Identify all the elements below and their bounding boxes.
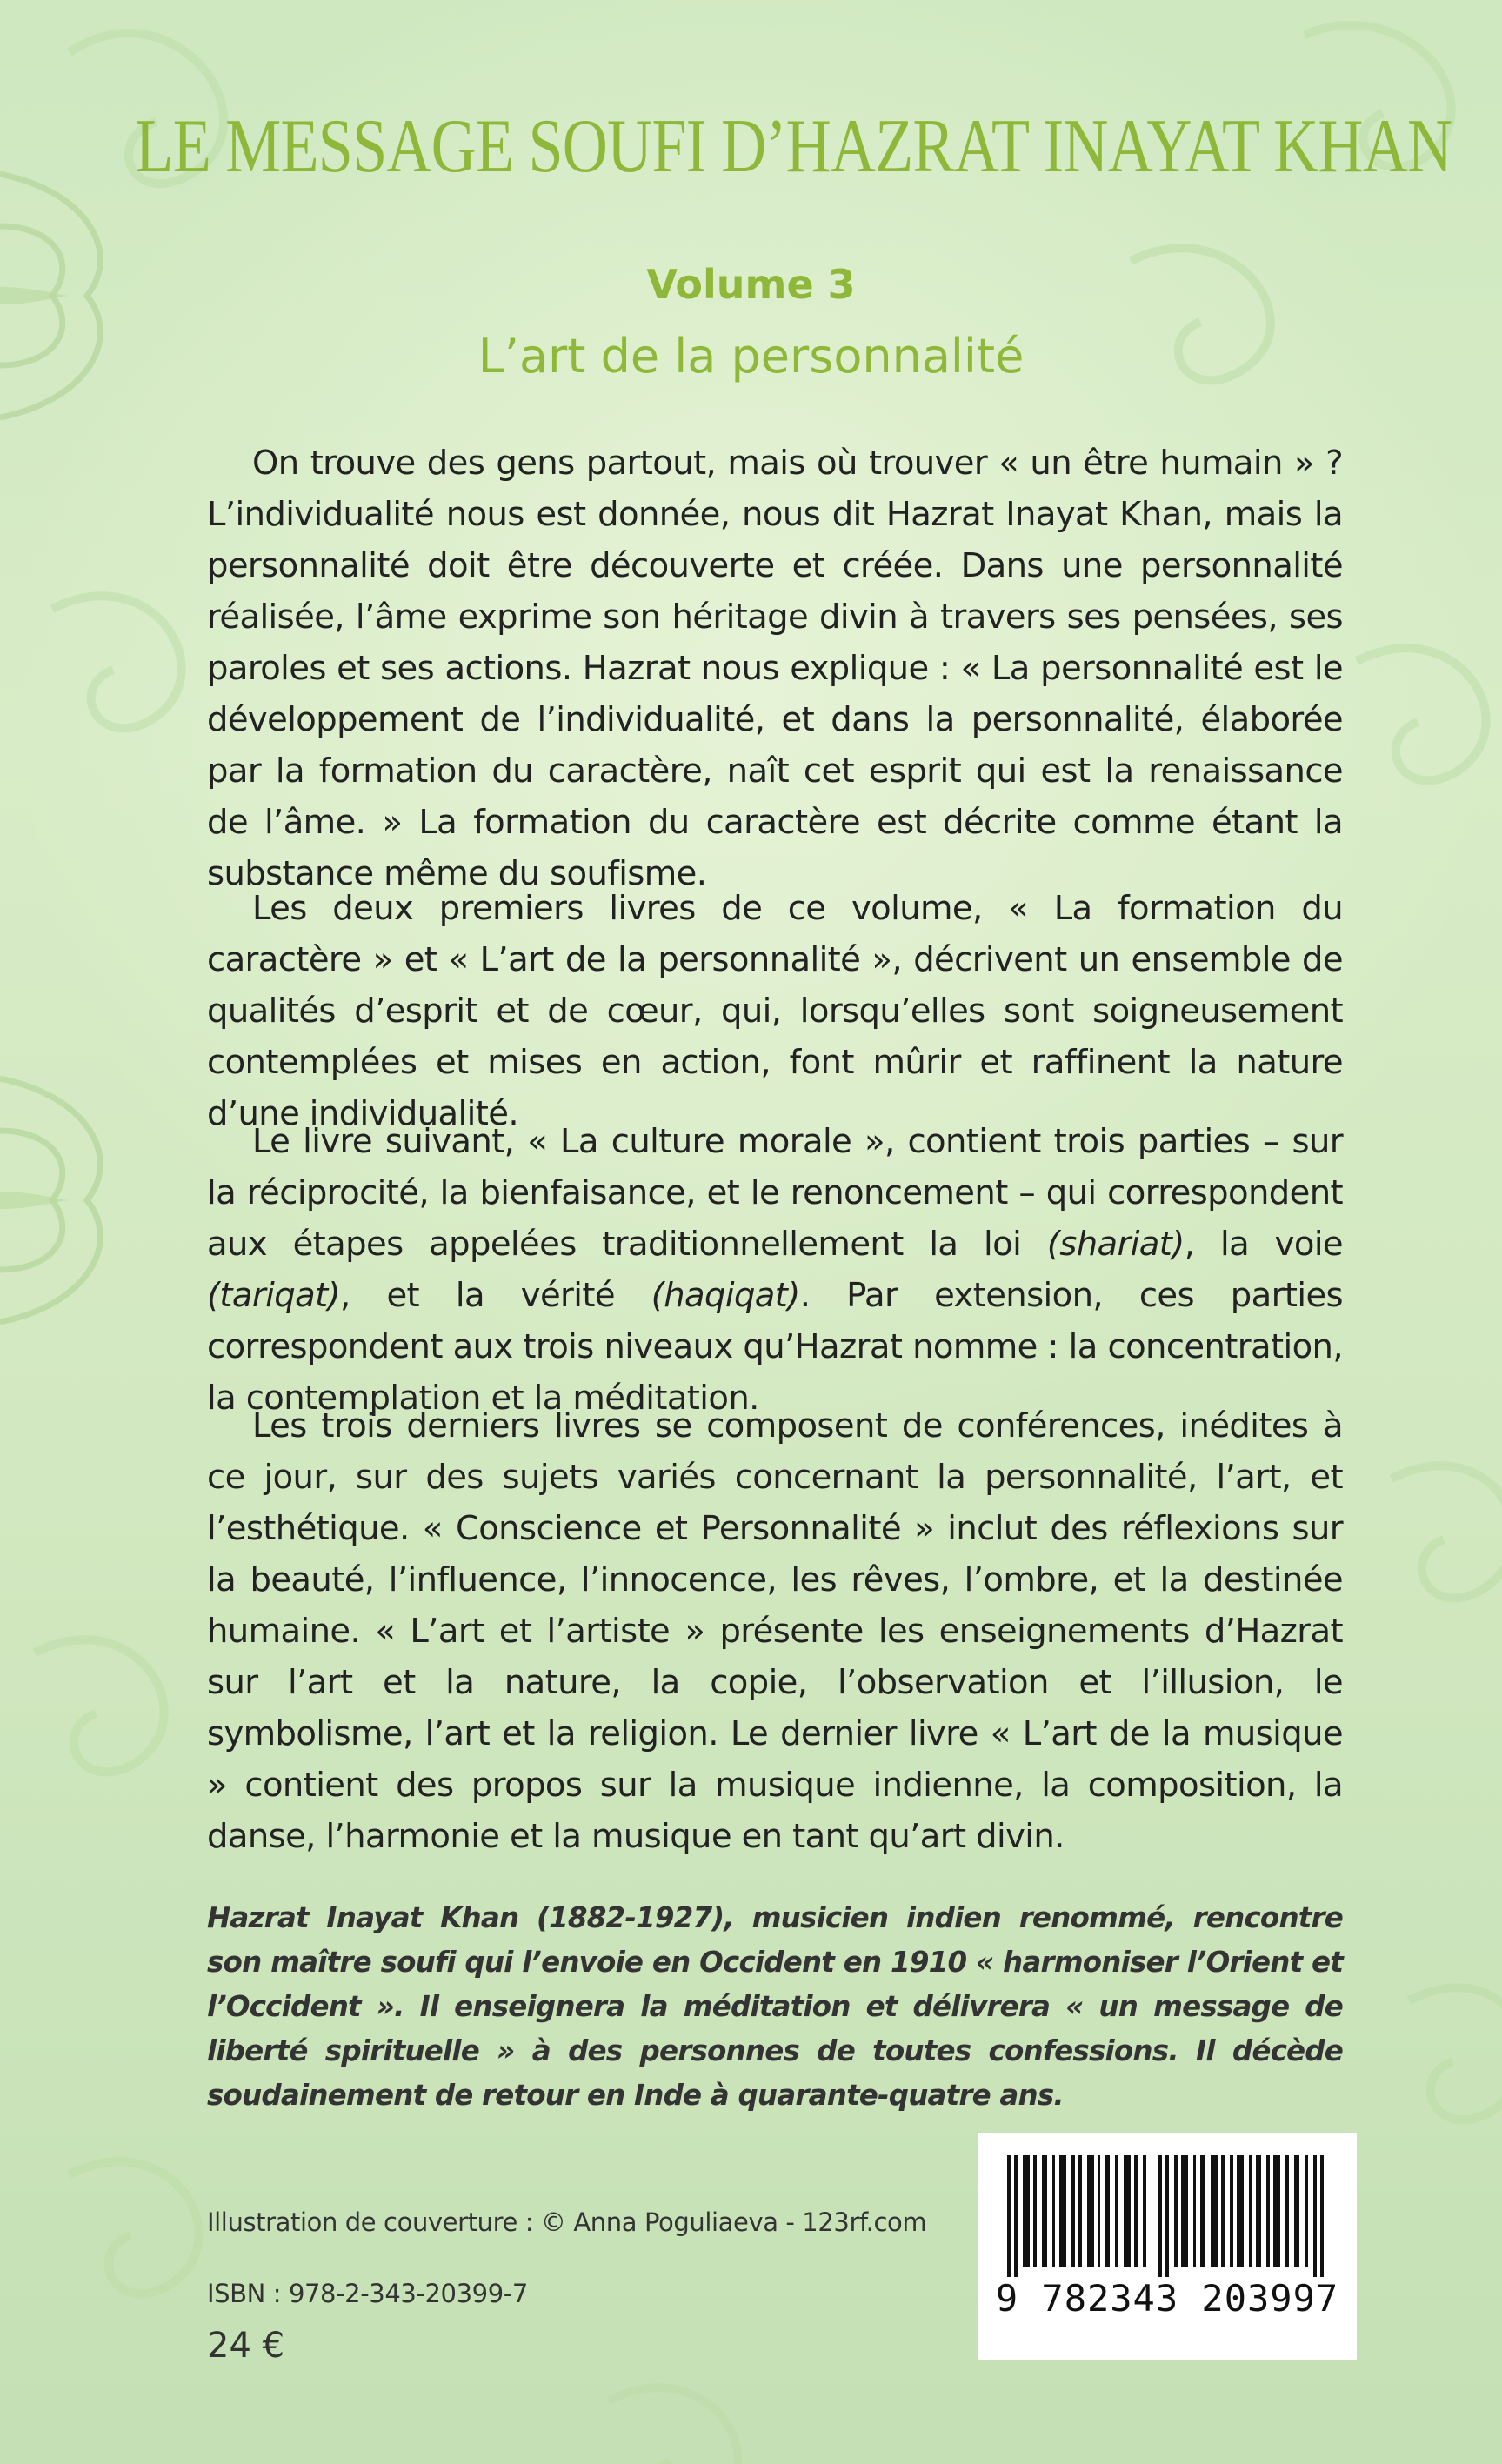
barcode <box>978 2133 1357 2360</box>
barcode-digits: 9 782343 203997 <box>995 2277 1339 2320</box>
paragraph-intro: On trouve des gens partout, mais où trouver « un être humain » ? L’individualité nous est donnée, nous dit Hazrat Inayat Khan, mais la personnalité doit être découverte et créée. Dans une personnalité réalisée, l’âme exprime son héritage divin à travers ses pensées, ses paroles et ses actions. Hazrat nous explique : « La personnalité est le développement de l’individualité, et dans la personnalité, élaborée par la formation du caractère, naît cet esprit qui est la renaissance de l’âme. » La formation du caractère est décrite comme étant la substance même du soufisme. <box>207 444 1343 893</box>
volume-number: Volume 3 <box>646 261 856 308</box>
illustration-credit: Illustration de couverture : © Anna Poguliaeva - 123rf.com <box>207 2207 927 2237</box>
text-span: , la voie <box>1184 1225 1343 1264</box>
paragraph-first-books: Les deux premiers livres de ce volume, « La formation du caractère » et « L’art de la personnalité », décrivent un ensemble de qualités d’esprit et de cœur, qui, lorsqu’elles sont soigneusement contemplées et mises en action, font mûrir et raffinent la nature d’une individualité. <box>207 889 1343 1133</box>
text-span: Le livre suivant, « La culture morale », contient trois parties – sur la réciprocité, la bienfaisance, et le renoncement – qui correspondent aux étapes appelées traditionnellement la loi <box>207 1122 1343 1264</box>
text-span: . Par extension, ces parties correspondent aux trois niveaux qu’Hazrat nomme : la concentration, la contemplation et la méditation. <box>207 1276 1343 1418</box>
book-subtitle: L’art de la personnalité <box>477 329 1025 384</box>
paragraph-last-books: Les trois derniers livres se composent de conférences, inédites à ce jour, sur des sujets variés concernant la personnalité, l’art, et l’esthétique. « Conscience et Personnalité » inclut des réflexions sur la beauté, l’influence, l’innocence, les rêves, l’ombre, et la destinée humaine. « L’art et l’artiste » présente les enseignements d’Hazrat sur l’art et la nature, la copie, l’observation et l’illusion, le symbolisme, l’art et la religion. Le dernier livre « L’art de la musique » contient des propos sur la musique indienne, la composition, la danse, l’harmonie et la musique en tant qu’art divin. <box>207 1406 1343 1856</box>
term-haqiqat: (haqiqat) <box>651 1276 800 1315</box>
term-shariat: (shariat) <box>1046 1225 1185 1264</box>
author-biography: Hazrat Inayat Khan (1882-1927), musicien indien renommé, rencontre son maître soufi qui l’envoie en Occident en 1910 « harmoniser l’Orient et l’Occident ». Il enseignera la méditation et délivrera « un message de liberté spirituelle » à des personnes de toutes confessions. Il décède soudainement de retour en Inde à quarante-quatre ans. <box>207 1901 1343 2112</box>
series-title: LE MESSAGE SOUFI D’HAZRAT INAYAT KHAN <box>135 104 1452 189</box>
paragraph-moral-culture <box>207 1116 1343 1424</box>
isbn: ISBN : 978-2-343-20399-7 <box>207 2279 528 2308</box>
term-tariqat: (tariqat) <box>207 1276 340 1315</box>
barcode-bars <box>1002 2155 1332 2277</box>
price: 24 € <box>207 2326 285 2366</box>
text-span: , et la vérité <box>339 1276 651 1315</box>
